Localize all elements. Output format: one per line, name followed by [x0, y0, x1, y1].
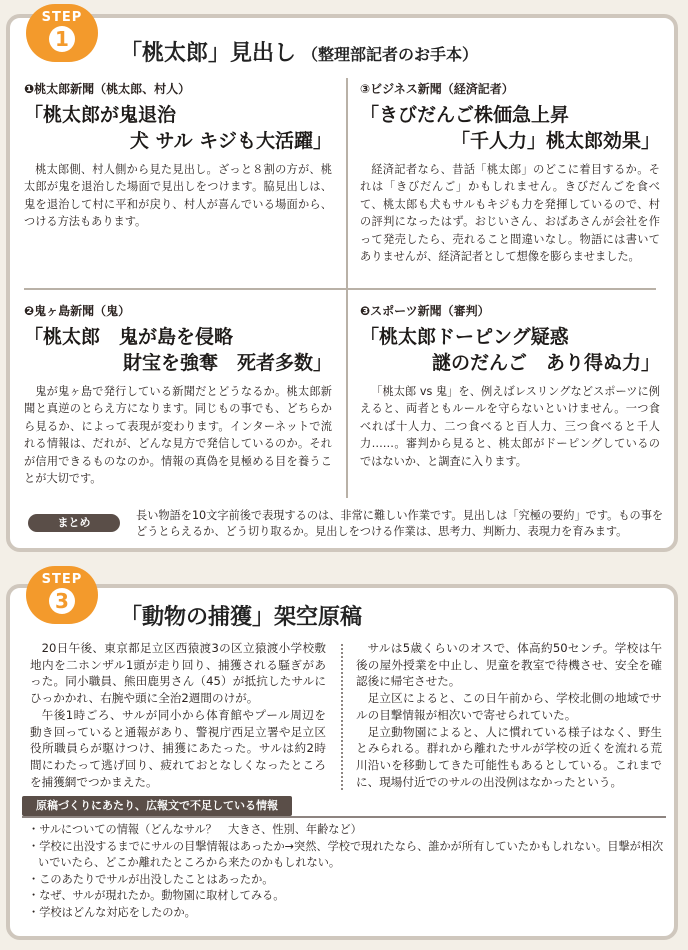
article-right-column	[356, 640, 662, 790]
article-paragraph: 足立区によると、この日午前から、学校北側の地域でサルの目撃情報が相次いで寄せられていた。	[356, 691, 662, 722]
quadrant-divider-horizontal	[24, 288, 656, 290]
list-item: ・サルについての情報（どんなサル？ 大きさ、性別、年齢など）	[28, 823, 362, 836]
headline-line2: 謎のだんご あり得ぬ力」	[431, 352, 660, 374]
summary-section	[14, 508, 674, 538]
headline	[360, 324, 660, 376]
step-label: STEP	[41, 572, 83, 587]
headline	[360, 102, 660, 154]
step-number: 3	[49, 588, 75, 614]
missing-info-heading: 原稿づくりにあたり、広報文で不足している情報	[22, 796, 292, 816]
step1-badge	[26, 4, 98, 62]
summary-text: 長い物語を10文字前後で表現するのは、非常に難しい作業です。見出しは「究極の要約」です。もの事をどうとらえるか、どう切り取るか。見出しをつける作業は、思考力、判断力、表現力を育みます。	[136, 509, 664, 538]
article-paragraph: 20日午後、東京都足立区西猿渡3の区立猿渡小学校敷地内を二ホンザル1頭が走り回り、捕獲される騒ぎがあった。同小職員、熊田鹿男さん（45）が抵抗したサルにひっかかれ、右腕や頭に全治2週間のけが。	[30, 641, 326, 706]
headline	[24, 102, 332, 154]
list-item: ・学校に出没するまでにサルの目撃情報はあったか→突然、学校で現れたなら、誰かが所有していたかもしれない。目撃が相次いでいたら、どこか離れたところから来たのかもしれない。	[28, 839, 664, 870]
article-left-column	[30, 640, 326, 790]
list-item: ・学校はどんな対応をしたのか。	[28, 905, 196, 919]
list-item: ・このあたりでサルが出没したことはあったか。	[28, 872, 274, 886]
newspaper-source: ❸スポーツ新聞（審判）	[360, 304, 490, 318]
quadrant-onigashima-news	[24, 302, 332, 487]
headline-line1: 「きびだんご株価急上昇	[360, 104, 570, 126]
article-paragraph: 午後1時ごろ、サルが同小から体育館やプール周辺を動き回っていると通報があり、警視庁西足立署や足立区役所職員らが駆けつけ、捕獲にあたった。サルは約2時間にわたって逃げ回り、疲れておとなしくなったところを捕獲網でつかまえた。	[30, 707, 326, 789]
step1-title-sub: （整理部記者のお手本）	[302, 45, 479, 64]
explanation-text: 桃太郎側、村人側から見た見出し。ざっと８割の方が、桃太郎が鬼を退治した場面で見出しをつけます。脇見出しは、鬼を退治して村に平和が戻り、村人が喜んでいる場面から、つける方法もあります。	[24, 163, 332, 229]
headline-line2: 財宝を強奪 死者多数」	[122, 352, 332, 374]
headline-line1: 「桃太郎が鬼退治	[24, 104, 177, 126]
explanation-text: 鬼が鬼ヶ島で発行している新聞だとどうなるか。桃太郎新聞と真逆のとらえ方になります。同じもの事でも、どちらから見るか、によって表現が変わります。インターネットで流れる情報は、だれが、どんな見方で発信しているのか。それが信用できるものなのか。情報の真偽を見極める目を養うことが大切です。	[24, 385, 332, 486]
headline-line1: 「桃太郎ドーピング疑惑	[360, 326, 569, 348]
column-divider	[341, 644, 343, 790]
quadrant-sports-news	[360, 302, 660, 470]
summary-label: まとめ	[28, 514, 120, 532]
article-paragraph: サルは5歳くらいのオスで、体高約50センチ。学校は午後の屋外授業を中止し、児童を教室で待機させ、安全を確認後に帰宅させた。	[356, 641, 662, 689]
headline	[24, 324, 332, 376]
missing-info-list	[28, 822, 668, 922]
quadrant-business-news	[360, 80, 660, 265]
step-number: 1	[49, 26, 75, 52]
explanation-text: 経済記者なら、昔話「桃太郎」のどこに着目するか。それは「きびだんご」かもしれません。きびだんごを食べて、桃太郎も犬もサルもキジも力を発揮しているので、村の評判になったはず。おじいさん、おばあさんが会社を作って発売したら、売れること間違いなし。物語には書いてありませんが、経済記者として想像を膨らませました。	[360, 163, 660, 264]
step1-title	[120, 36, 478, 67]
headline-line2: 犬 サル キジも大活躍」	[129, 130, 332, 152]
headline-line1: 「桃太郎 鬼が島を侵略	[24, 326, 234, 348]
newspaper-source: ③ビジネス新聞（経済記者）	[360, 82, 514, 96]
step-label: STEP	[41, 10, 83, 25]
newspaper-source: ❶桃太郎新聞（桃太郎、村人）	[24, 82, 191, 96]
headline-line2: 「千人力」桃太郎効果」	[450, 130, 660, 152]
step3-title	[120, 600, 362, 631]
quadrant-momotaro-news	[24, 80, 332, 231]
newspaper-source: ❷鬼ヶ島新聞（鬼）	[24, 304, 131, 318]
step3-badge	[26, 566, 98, 624]
step1-title-main: 「桃太郎」見出し	[120, 41, 297, 66]
missing-info-rule	[22, 816, 666, 818]
step3-title-main: 「動物の捕獲」架空原稿	[120, 605, 363, 630]
article-paragraph: 足立動物園によると、人に慣れている様子はなく、野生とみられる。群れから離れたサルが学校の近くを流れる荒川沿いを移動してきた可能性もあるとしている。これまでに、現場付近でのサルの出没例はなかったという。	[356, 724, 662, 789]
list-item: ・なぜ、サルが現れたか。動物園に取材してみる。	[28, 889, 285, 903]
explanation-text: 「桃太郎 vs 鬼」を、例えばレスリングなどスポーツに例えると、両者ともルールを守らないといけません。一つ食べれば十人力、二つ食べると百人力、三つ食べると千人力……。審判から見ると、桃太郎がドーピングしているのではないか、と調査に入ります。	[360, 385, 660, 468]
